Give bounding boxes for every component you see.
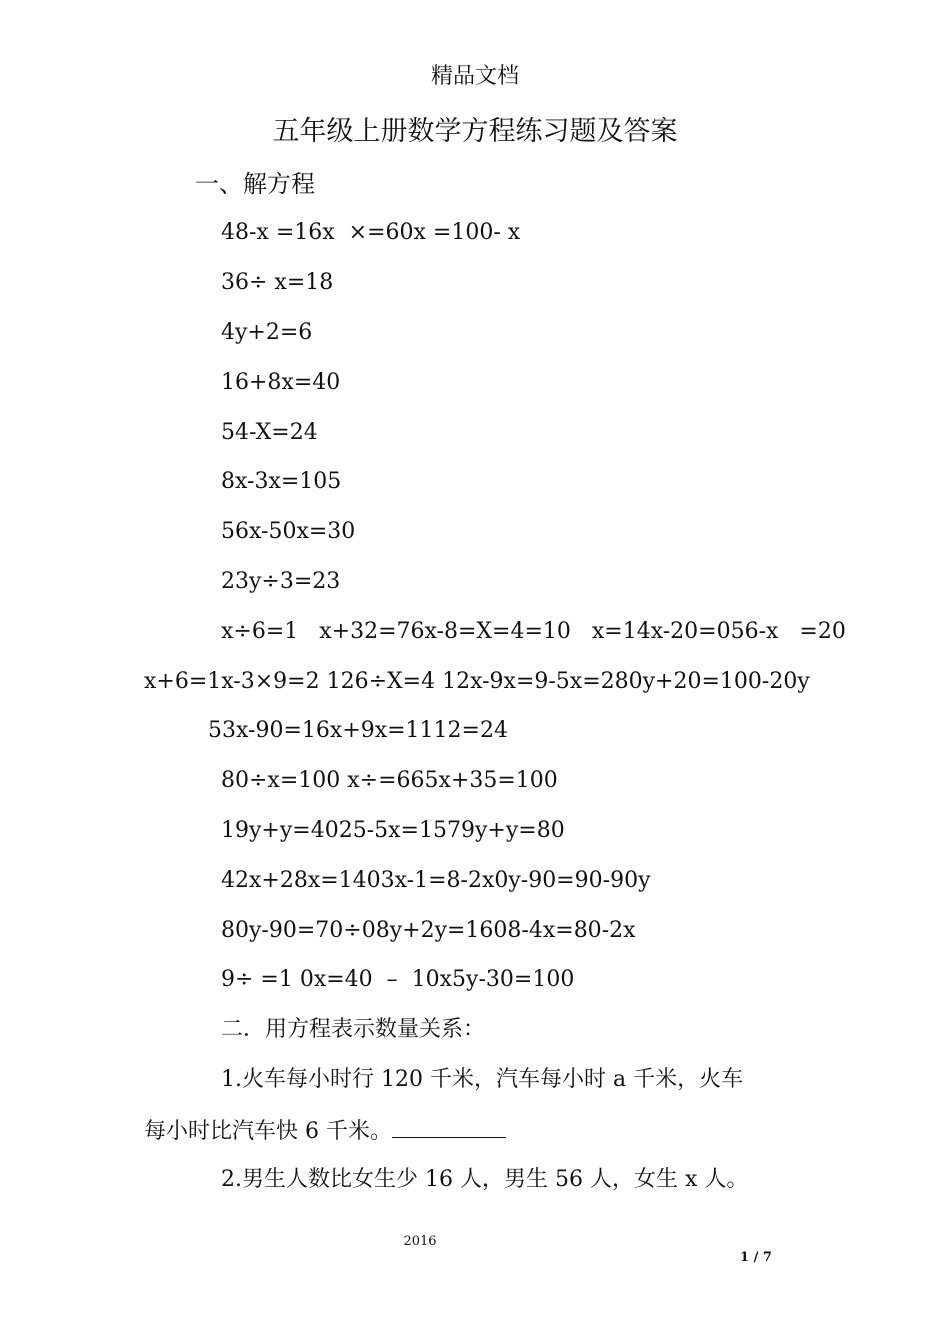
equation-line-3: 4y+2=6 <box>221 320 313 345</box>
page-number: 1 / 7 <box>740 1250 772 1265</box>
equation-line-2: 36÷ x=18 <box>221 270 334 295</box>
equation-line-5: 54-X=24 <box>221 420 318 445</box>
equation-line-14: 42x+28x=1403x-1=8-2x0y-90=90-90y <box>221 868 651 893</box>
document-title: 五年级上册数学方程练习题及答案 <box>272 116 678 147</box>
problem-1-line-1: 1.火车每小时行 120 千米，汽车每小时 a 千米，火车 <box>221 1067 744 1092</box>
problem-1-text: 每小时比汽车快 6 千米。 <box>144 1119 392 1144</box>
equation-line-6: 8x-3x=105 <box>221 469 342 494</box>
equation-line-16: 9÷ =1 0x=40 – 10x5y-30=100 <box>221 967 575 992</box>
section-heading-solve-equations: 一、解方程 <box>195 170 315 198</box>
equation-line-12: 80÷x=100 x÷=665x+35=100 <box>221 768 558 793</box>
equation-line-8: 23y÷3=23 <box>221 569 341 594</box>
equation-line-11: 53x-90=16x+9x=1112=24 <box>208 718 508 743</box>
problem-1-line-2 <box>144 1117 506 1145</box>
equation-line-1: 48-x =16x ×=60x =100- x <box>221 220 521 245</box>
equation-line-15: 80y-90=70÷08y+2y=1608-4x=80-2x <box>221 918 636 943</box>
equation-line-7: 56x-50x=30 <box>221 519 356 544</box>
equation-line-4: 16+8x=40 <box>221 370 341 395</box>
equation-line-10: x+6=1x-3×9=2 126÷X=4 12x-9x=9-5x=280y+20=100-20y <box>144 669 810 694</box>
equation-line-13: 19y+y=4025-5x=1579y+y=80 <box>221 818 565 843</box>
footer-year: 2016 <box>403 1234 437 1249</box>
section-heading-quantity-relations: 二．用方程表示数量关系： <box>221 1017 486 1042</box>
page-header: 精品文档 <box>430 64 519 89</box>
equation-line-9: x÷6=1 x+32=76x-8=X=4=10 x=14x-20=056-x =20 <box>221 619 846 644</box>
answer-blank <box>392 1117 506 1138</box>
problem-2-line-1: 2.男生人数比女生少 16 人，男生 56 人，女生 x 人。 <box>221 1167 749 1192</box>
